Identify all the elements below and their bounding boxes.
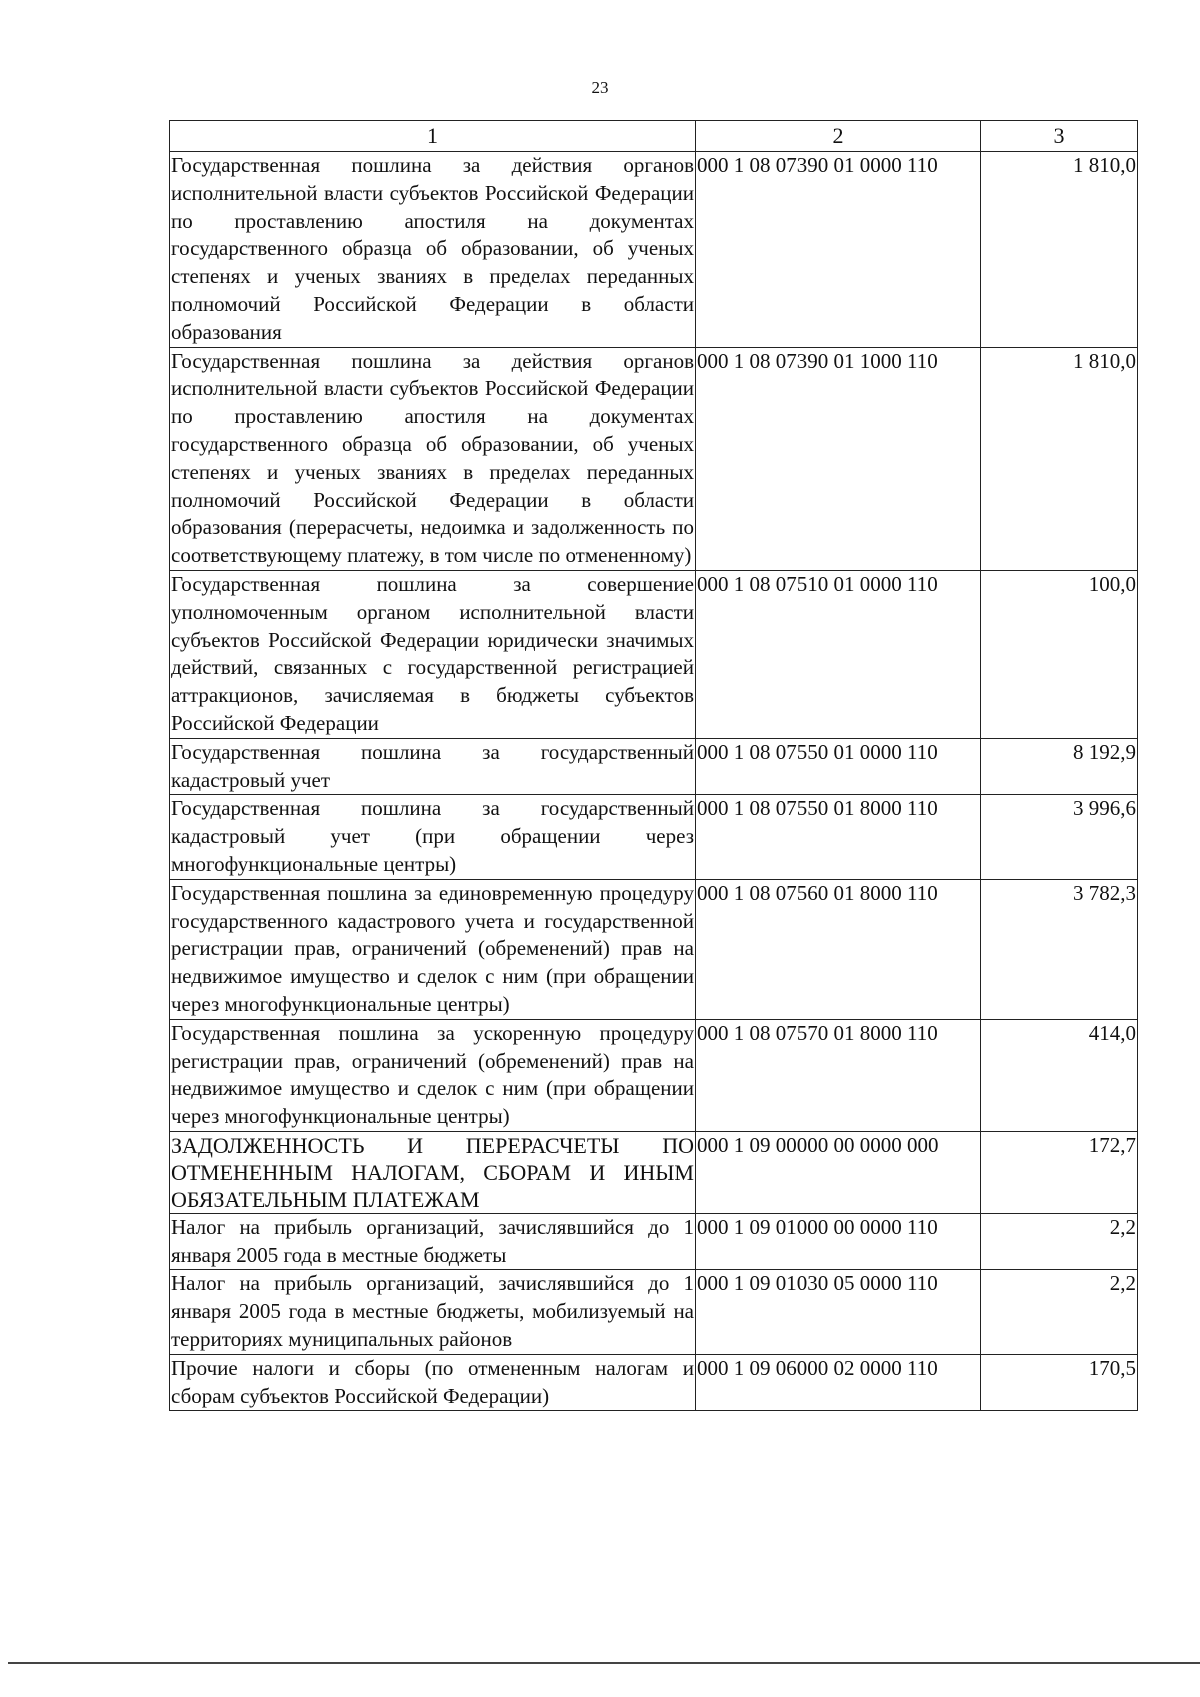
row-code: 000 1 08 07570 01 8000 110: [696, 1019, 981, 1131]
row-amount: 1 810,0: [981, 347, 1138, 570]
column-header-2: 2: [696, 121, 981, 152]
table-header-row: [170, 121, 1138, 152]
table-row: [170, 738, 1138, 795]
row-name: Налог на прибыль организаций, зачислявшийся до 1 января 2005 года в местные бюджеты, мобилизуемый на территориях муниципальных районов: [170, 1270, 696, 1354]
row-amount: 1 810,0: [981, 152, 1138, 348]
table-row: [170, 1354, 1138, 1411]
column-header-3: 3: [981, 121, 1138, 152]
revenue-table: [169, 120, 1138, 1411]
row-name: Государственная пошлина за государственный кадастровый учет: [170, 738, 696, 795]
row-amount: 2,2: [981, 1270, 1138, 1354]
row-amount: 170,5: [981, 1354, 1138, 1411]
row-code: 000 1 08 07390 01 0000 110: [696, 152, 981, 348]
column-header-1: 1: [170, 121, 696, 152]
row-amount: 2,2: [981, 1213, 1138, 1270]
page-number: 23: [591, 78, 609, 97]
table-row: [170, 879, 1138, 1019]
row-name: Государственная пошлина за действия органов исполнительной власти субъектов Российской Федерации по проставлению апостиля на документах государственного образца об образовании, об ученых степенях и ученых званиях в пределах переданных полномочий Российской Федерации в области образования: [170, 152, 696, 348]
row-code: 000 1 09 00000 00 0000 000: [696, 1131, 981, 1213]
row-amount: 3 782,3: [981, 879, 1138, 1019]
row-name: Государственная пошлина за единовременную процедуру государственного кадастрового учета и государственной регистрации прав, ограничений (обременений) прав на недвижимое имущество и сделок с ним (при обращении через многофункциональные центры): [170, 879, 696, 1019]
row-code: 000 1 09 06000 02 0000 110: [696, 1354, 981, 1411]
row-name: ЗАДОЛЖЕННОСТЬ И ПЕРЕРАСЧЕТЫ ПО ОТМЕНЕННЫМ НАЛОГАМ, СБОРАМ И ИНЫМ ОБЯЗАТЕЛЬНЫМ ПЛАТЕЖАМ: [171, 1132, 694, 1212]
row-code: 000 1 08 07510 01 0000 110: [696, 570, 981, 738]
row-name: Налог на прибыль организаций, зачислявшийся до 1 января 2005 года в местные бюджеты: [170, 1213, 696, 1270]
table-body: [170, 152, 1138, 1411]
row-code: 000 1 08 07390 01 1000 110: [696, 347, 981, 570]
row-code: 000 1 08 07550 01 8000 110: [696, 795, 981, 879]
row-amount: 172,7: [981, 1131, 1138, 1213]
table-row: [170, 152, 1138, 348]
table-row: [170, 347, 1138, 570]
table-row: [170, 795, 1138, 879]
row-name: Государственная пошлина за совершение уполномоченным органом исполнительной власти субъектов Российской Федерации юридически значимых действий, связанных с государственной регистрацией аттракционов, зачисляемая в бюджеты субъектов Российской Федерации: [170, 570, 696, 738]
row-name: Государственная пошлина за действия органов исполнительной власти субъектов Российской Федерации по проставлению апостиля на документах государственного образца об образовании, об ученых степенях и ученых званиях в пределах переданных полномочий Российской Федерации в области образования (перерасчеты, недоимка и задолженность по соответствующему платежу, в том числе по отмененному): [170, 347, 696, 570]
table-row: [170, 1019, 1138, 1131]
row-name: Государственная пошлина за ускоренную процедуру регистрации прав, ограничений (обременений) прав на недвижимое имущество и сделок с ним (при обращении через многофункциональные центры): [170, 1019, 696, 1131]
row-amount: 8 192,9: [981, 738, 1138, 795]
footer-divider: [8, 1662, 1200, 1664]
table-row: [170, 570, 1138, 738]
row-code: 000 1 08 07560 01 8000 110: [696, 879, 981, 1019]
table-row: [170, 1270, 1138, 1354]
row-amount: 414,0: [981, 1019, 1138, 1131]
row-name: Государственная пошлина за государственный кадастровый учет (при обращении через многофункциональные центры): [170, 795, 696, 879]
table-row: [170, 1213, 1138, 1270]
row-amount: 100,0: [981, 570, 1138, 738]
row-code: 000 1 08 07550 01 0000 110: [696, 738, 981, 795]
row-amount: 3 996,6: [981, 795, 1138, 879]
row-code: 000 1 09 01000 00 0000 110: [696, 1213, 981, 1270]
row-name: Прочие налоги и сборы (по отмененным налогам и сборам субъектов Российской Федерации): [170, 1354, 696, 1411]
table-row-section: [170, 1131, 1138, 1213]
row-code: 000 1 09 01030 05 0000 110: [696, 1270, 981, 1354]
